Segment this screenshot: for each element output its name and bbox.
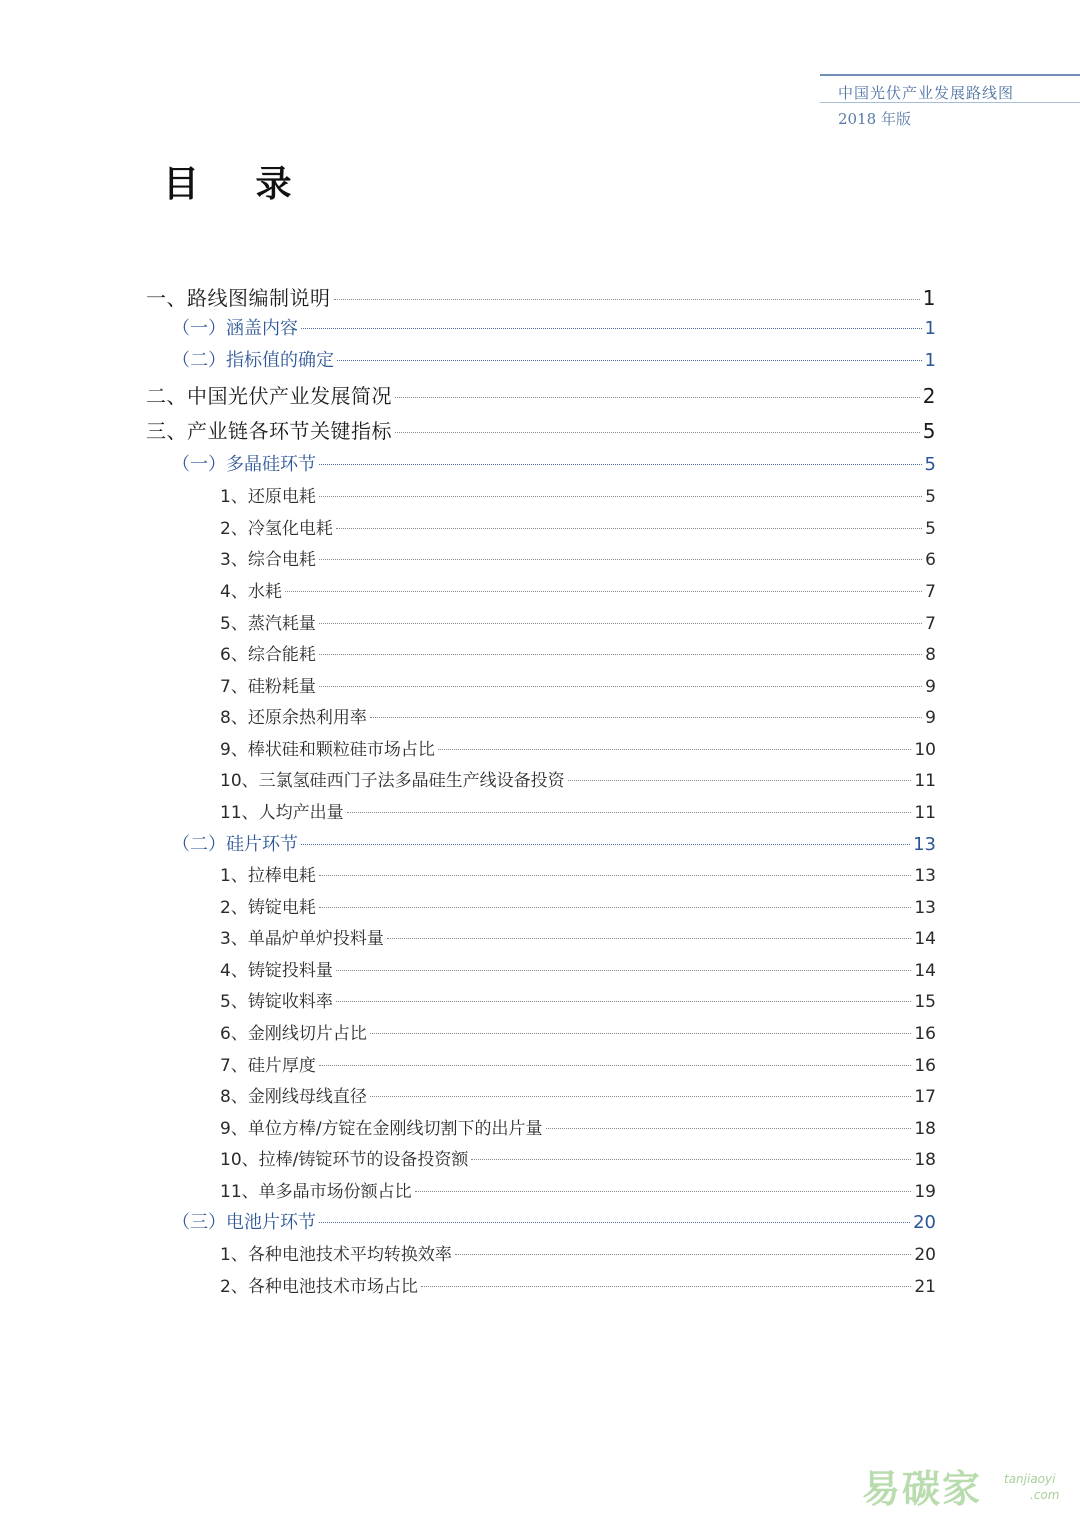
toc-entry-page-number: 10	[914, 740, 936, 760]
toc-entry-label: （一）多晶硅环节	[172, 454, 316, 475]
toc-entry-page-number: 21	[914, 1277, 936, 1297]
watermark-domain: tanjiaoyi	[1004, 1472, 1056, 1486]
toc-entry-label: 9、单位方棒/方锭在金刚线切割下的出片量	[220, 1119, 543, 1139]
toc-dot-leader	[319, 1065, 912, 1066]
toc-entry-label: 7、硅粉耗量	[220, 677, 316, 697]
toc-entry-page-number: 5	[922, 419, 936, 443]
toc-entry-page-number: 5	[925, 487, 936, 507]
toc-entry-label: 5、铸锭收料率	[220, 992, 333, 1012]
toc-entry-item[interactable]	[220, 545, 936, 570]
toc-dot-leader	[319, 686, 922, 687]
toc-entry-page-number: 9	[925, 677, 936, 697]
toc-entry-page-number: 16	[914, 1056, 936, 1076]
toc-entry-page-number: 11	[914, 803, 936, 823]
toc-entry-page-number: 7	[925, 614, 936, 634]
toc-entry-page-number: 14	[914, 929, 936, 949]
toc-entry-label: 3、综合电耗	[220, 550, 316, 570]
toc-dot-leader	[395, 432, 920, 433]
toc-entry-item[interactable]	[220, 1019, 936, 1044]
toc-entry-item[interactable]	[220, 798, 936, 823]
toc-entry-section[interactable]	[172, 450, 936, 476]
toc-dot-leader	[319, 623, 922, 624]
toc-entry-item[interactable]	[220, 577, 936, 602]
toc-entry-item[interactable]	[220, 861, 936, 886]
toc-dot-leader	[285, 591, 922, 592]
toc-entry-section[interactable]	[172, 346, 936, 372]
toc-dot-leader	[319, 907, 912, 908]
toc-dot-leader	[336, 1001, 912, 1002]
toc-entry-label: 5、蒸汽耗量	[220, 614, 316, 634]
toc-entry-page-number: 1	[922, 286, 936, 310]
watermark	[862, 1458, 1072, 1518]
toc-entry-item[interactable]	[220, 924, 936, 949]
toc-entry-label: 二、中国光伏产业发展简况	[146, 384, 392, 408]
toc-entry-label: （二）硅片环节	[172, 834, 298, 855]
toc-dot-leader	[319, 464, 922, 465]
toc-entry-page-number: 16	[914, 1024, 936, 1044]
toc-dot-leader	[336, 970, 912, 971]
toc-entry-page-number: 5	[925, 519, 936, 539]
toc-dot-leader	[370, 1033, 912, 1034]
toc-dot-leader	[387, 938, 912, 939]
toc-entry-item[interactable]	[220, 956, 936, 981]
toc-entry-item[interactable]	[220, 1145, 936, 1170]
toc-entry-label: （二）指标值的确定	[172, 350, 334, 371]
toc-entry-item[interactable]	[220, 672, 936, 697]
toc-dot-leader	[301, 844, 910, 845]
toc-entry-item[interactable]	[220, 1051, 936, 1076]
toc-dot-leader	[395, 397, 920, 398]
toc-entry-section[interactable]	[172, 830, 936, 856]
toc-entry-label: 8、金刚线母线直径	[220, 1087, 367, 1107]
toc-entry-page-number: 11	[914, 771, 936, 791]
toc-dot-leader	[438, 749, 912, 750]
toc-entry-label: 1、拉棒电耗	[220, 866, 316, 886]
toc-entry-item[interactable]	[220, 1177, 936, 1202]
toc-entry-item[interactable]	[220, 893, 936, 918]
toc-entry-label: （三）电池片环节	[172, 1212, 316, 1233]
toc-entry-page-number: 6	[925, 550, 936, 570]
toc-entry-page-number: 13	[914, 898, 936, 918]
header-edition: 2018 年版	[838, 110, 911, 128]
toc-entry-item[interactable]	[220, 482, 936, 507]
toc-entry-page-number: 19	[914, 1182, 936, 1202]
toc-entry-label: 11、人均产出量	[220, 803, 344, 823]
toc-entry-page-number: 14	[914, 961, 936, 981]
toc-dot-leader	[568, 780, 912, 781]
toc-entry-label: 4、铸锭投料量	[220, 961, 333, 981]
toc-entry-item[interactable]	[220, 1082, 936, 1107]
toc-entry-item[interactable]	[220, 1114, 936, 1139]
toc-entry-label: 1、还原电耗	[220, 487, 316, 507]
toc-dot-leader	[319, 559, 922, 560]
toc-dot-leader	[319, 1222, 910, 1223]
toc-entry-page-number: 20	[913, 1212, 936, 1233]
toc-entry-item[interactable]	[220, 1272, 936, 1297]
toc-entry-chapter[interactable]	[146, 282, 936, 311]
toc-entry-item[interactable]	[220, 1240, 936, 1265]
toc-entry-page-number: 5	[924, 454, 936, 475]
toc-entry-label: 3、单晶炉单炉投料量	[220, 929, 384, 949]
toc-dot-leader	[334, 299, 920, 300]
toc-entry-page-number: 1	[924, 350, 936, 371]
toc-entry-page-number: 18	[914, 1150, 936, 1170]
toc-dot-leader	[455, 1254, 912, 1255]
toc-entry-page-number: 13	[914, 866, 936, 886]
toc-entry-label: 11、单多晶市场份额占比	[220, 1182, 412, 1202]
toc-dot-leader	[546, 1128, 912, 1129]
toc-entry-label: 9、棒状硅和颗粒硅市场占比	[220, 740, 435, 760]
toc-entry-label: 6、金刚线切片占比	[220, 1024, 367, 1044]
toc-dot-leader	[301, 328, 922, 329]
toc-entry-label: 10、拉棒/铸锭环节的设备投资额	[220, 1150, 469, 1170]
toc-entry-page-number: 9	[925, 708, 936, 728]
toc-dot-leader	[319, 875, 912, 876]
toc-entry-label: 1、各种电池技术平均转换效率	[220, 1245, 452, 1265]
toc-entry-label: （一）涵盖内容	[172, 318, 298, 339]
toc-entry-item[interactable]	[220, 735, 936, 760]
toc-entry-chapter[interactable]	[146, 415, 936, 444]
toc-entry-label: 8、还原余热利用率	[220, 708, 367, 728]
toc-entry-page-number: 7	[925, 582, 936, 602]
watermark-domain-suffix: .com	[1030, 1488, 1060, 1502]
toc-entry-page-number: 1	[924, 318, 936, 339]
toc-entry-label: 2、各种电池技术市场占比	[220, 1277, 418, 1297]
toc-entry-page-number: 8	[925, 645, 936, 665]
toc-entry-label: 6、综合能耗	[220, 645, 316, 665]
toc-entry-label: 4、水耗	[220, 582, 282, 602]
toc-entry-page-number: 15	[914, 992, 936, 1012]
toc-entry-page-number: 20	[914, 1245, 936, 1265]
toc-entry-label: 2、冷氢化电耗	[220, 519, 333, 539]
toc-dot-leader	[336, 528, 922, 529]
toc-dot-leader	[337, 360, 922, 361]
toc-entry-chapter[interactable]	[146, 380, 936, 409]
toc-dot-leader	[319, 654, 922, 655]
toc-entry-page-number: 18	[914, 1119, 936, 1139]
toc-entry-item[interactable]	[220, 987, 936, 1012]
toc-dot-leader	[319, 496, 922, 497]
toc-entry-label: 三、产业链各环节关键指标	[146, 419, 392, 443]
header-rule-bottom	[820, 102, 1080, 103]
toc-entry-label: 10、三氯氢硅西门子法多晶硅生产线设备投资	[220, 771, 565, 791]
toc-dot-leader	[471, 1159, 911, 1160]
toc-entry-item[interactable]	[220, 766, 936, 791]
toc-entry-page-number: 17	[914, 1087, 936, 1107]
toc-entry-label: 一、路线图编制说明	[146, 286, 331, 310]
toc-entry-item[interactable]	[220, 514, 936, 539]
toc-entry-page-number: 2	[922, 384, 936, 408]
toc-entry-section[interactable]	[172, 314, 936, 340]
toc-entry-item[interactable]	[220, 703, 936, 728]
toc-entry-item[interactable]	[220, 609, 936, 634]
toc-entry-item[interactable]	[220, 640, 936, 665]
header-title: 中国光伏产业发展路线图	[838, 84, 1015, 102]
toc-entry-label: 2、铸锭电耗	[220, 898, 316, 918]
header-rule-top	[820, 74, 1080, 76]
toc-entry-label: 7、硅片厚度	[220, 1056, 316, 1076]
toc-dot-leader	[370, 717, 922, 718]
toc-entry-section[interactable]	[172, 1208, 936, 1234]
watermark-brand: 易碳家	[862, 1467, 983, 1511]
toc-dot-leader	[370, 1096, 912, 1097]
toc-dot-leader	[421, 1286, 912, 1287]
page-title: 目 录	[163, 164, 314, 205]
toc-dot-leader	[415, 1191, 912, 1192]
toc-entry-page-number: 13	[913, 834, 936, 855]
toc-dot-leader	[347, 812, 912, 813]
